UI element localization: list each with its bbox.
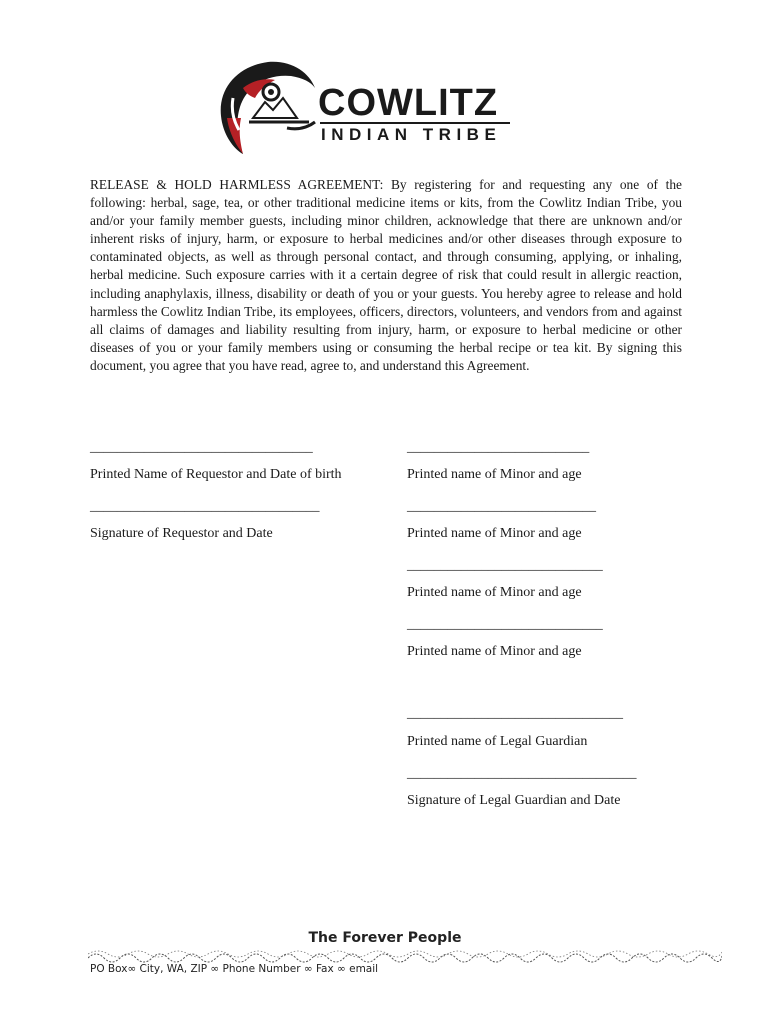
requestor-signature-label: Signature of Requestor and Date xyxy=(90,526,273,541)
footer-tagline: The Forever People xyxy=(308,930,462,946)
minor-name-label-3: Printed name of Minor and age xyxy=(407,585,582,600)
minor-name-label-1: Printed name of Minor and age xyxy=(407,467,582,482)
guardian-signature-label: Signature of Legal Guardian and Date xyxy=(407,793,621,808)
minor-name-line-3[interactable]: _____________________________ xyxy=(407,557,603,572)
salmon-emblem-icon xyxy=(213,58,323,158)
logo-title: COWLITZ xyxy=(318,82,499,124)
minor-name-line-1[interactable]: ___________________________ xyxy=(407,439,590,454)
wave-divider-icon xyxy=(88,946,722,964)
minor-name-line-4[interactable]: _____________________________ xyxy=(407,616,603,631)
logo-subtitle: INDIAN TRIBE xyxy=(321,125,502,144)
guardian-signature-line[interactable]: __________________________________ xyxy=(407,765,637,780)
minor-name-label-4: Printed name of Minor and age xyxy=(407,644,582,659)
guardian-name-label: Printed name of Legal Guardian xyxy=(407,734,588,749)
minor-name-label-2: Printed name of Minor and age xyxy=(407,526,582,541)
requestor-name-line[interactable]: _________________________________ xyxy=(90,439,313,454)
release-agreement-text: RELEASE & HOLD HARMLESS AGREEMENT: By registering for and requesting any one of the following: herbal, sage, tea, or other traditional medicine items or kits, from the Cowlitz Indian Tribe, you and/or your family member guests, including minor children, acknowledge that there are unknown and/or inherent risks of injury, harm, or exposure to herbal medicines and/or other diseases through exposure to contaminated objects, as well as through personal contact, and through consuming, applying, or inhaling, herbal medicine. Such exposure carries with it a certain degree of risk that could result in allergic reaction, including anaphylaxis, illness, disability or death of you or your guests. You hereby agree to release and hold harmless the Cowlitz Indian Tribe, its employees, officers, directors, volunteers, and vendors from and against all claims of damages and liability resulting from injury, harm, or exposure to herbal medicine or other diseases of you or your family members using or consuming the herbal recipe or tea kit. By signing this document, you agree that you have read, agree to, and understand this Agreement. xyxy=(90,177,682,373)
minor-name-line-2[interactable]: ____________________________ xyxy=(407,498,596,513)
requestor-signature-line[interactable]: __________________________________ xyxy=(90,498,320,513)
footer-contact-info: PO Box∞ City, WA, ZIP ∞ Phone Number ∞ Fax ∞ email xyxy=(90,963,379,975)
guardian-name-line[interactable]: ________________________________ xyxy=(407,705,623,720)
requestor-name-label: Printed Name of Requestor and Date of birth xyxy=(90,467,342,482)
